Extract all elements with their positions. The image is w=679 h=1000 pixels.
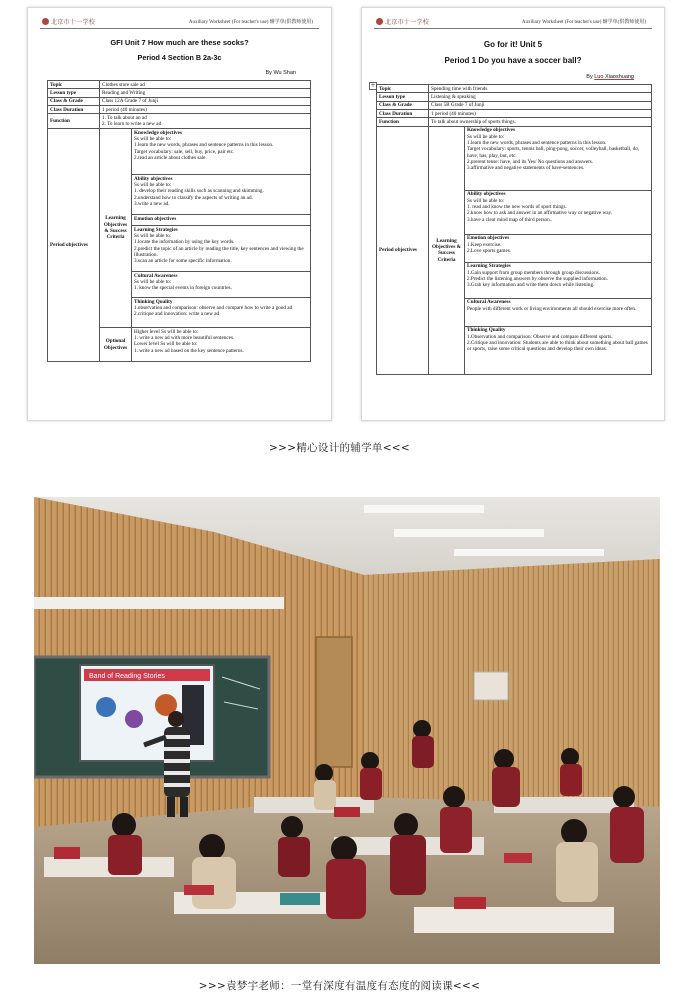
ability-objectives: Ability objectives Ss will be able to: 1. develop their reading skills such as scanning and skimming. 2.understand how to classify the aspects of writing an ad. 3.write a new ad. (132, 175, 311, 215)
table-row: Period objectives Learning Objectives & Success Criteria Knowledge objectives Ss will be able to: 1.learn the new words, phrases and sentence patterns in this lesson. Target vocabulary: sale, sell, buy, price, pair etc. 2.read an article about clothes sale. (48, 129, 311, 175)
ceiling-light (454, 549, 604, 556)
header-divider (40, 28, 319, 29)
ceiling-rail (34, 597, 284, 609)
ceiling-light (364, 505, 484, 513)
knowledge-objectives: Knowledge objectives Ss will be able to: 1.learn the new words, phrases and sentence patterns in this lesson. Target vocabulary: sale, sell, buy, price, pair etc. 2.read an article about clothes sale. (132, 129, 311, 175)
header-text: Auxiliary Worksheet (For teacher's use) 辅学单(供教师使用) (188, 20, 313, 25)
author: By Luo Xiaoshuang (586, 74, 634, 80)
knowledge-objectives: Knowledge objectives Ss will be able to: 1.learn the new words, phrases and sentence patterns in this lesson. Target vocabulary: sports, tennis ball, ping-pong, soccer, volleyball, basketball, do, have, has, play, but, etc. 2.prerent tense: have, and its Yes/ No questions and answers. 3.affirmative and negative statements of have-sentences. (465, 126, 652, 190)
learning-strategies: Learning Strategies 1.Gain support from group members through group discussions. 2.Predict the listening answers by observe the supplied information. 3.Grab key information and write them down while listening. (465, 262, 652, 298)
worksheet-title: Go for it! Unit 5 (483, 40, 543, 49)
learning-strategies: Learning Strategies Ss will be able to: 1.locate the information by using the key words. 2.predict the topic of an article by reading the title, key sentences and viewing the illustration. 3.scan an article for some specific information. (132, 226, 311, 272)
table-row: Class & Grade Class 12A Grade 7 of Junji (48, 97, 311, 105)
thinking-quality: Thinking Quality 1.observation and comparison: observe and compare how to write a good ad 2.critique and innovation: write a new ad (132, 298, 311, 328)
door (316, 637, 352, 767)
caption-worksheets: >>>精心设计的辅学单<<< (269, 442, 410, 454)
school-seal-icon (376, 18, 383, 25)
classroom-photo (34, 497, 660, 964)
emotion-objectives: Emotion objectives (132, 215, 311, 226)
worksheet-title: GFI Unit 7 How much are these socks? (110, 38, 249, 47)
worksheet-right (361, 7, 665, 421)
emotion-objectives: Emotion objectives 1.Keep exercise. 2.Love sports games. (465, 234, 652, 262)
lesson-plan-table (47, 80, 311, 362)
ceiling-light (394, 529, 544, 537)
header-text: Auxiliary Worksheet (For teacher's use) 辅学单(供教师使用) (521, 20, 646, 25)
table-row: Class Duration 1 period (40 minutes) (48, 106, 311, 114)
school-logo: 北京市十一学校 (42, 17, 95, 26)
table-row: Function To talk about ownership of sports things. (377, 118, 652, 126)
worksheet-header (28, 16, 331, 30)
lesson-plan-table (376, 84, 652, 375)
table-row: Period objectives Learning Objectives & Success Criteria Knowledge objectives Ss will be able to: 1.learn the new words, phrases and sentence patterns in this lesson. Target vocabulary: sports, tennis ball, ping-pong, soccer, volleyball, basketball, do, have, has, play, but, etc. 2.prerent tense: have, and its Yes/ No questions and answers. 3.affirmative and negative statements of have-sentences. (377, 126, 652, 190)
table-row: Lesson type Reading and Writing (48, 89, 311, 97)
table-row: Class & Grade Class 5B Grade 7 of Junji (377, 101, 652, 109)
classroom-illustration (34, 497, 660, 964)
table-row: Topic Spending time with friends (377, 85, 652, 93)
worksheet-subtitle: Period 4 Section B 2a-3c (137, 53, 222, 62)
worksheet-header (362, 16, 664, 30)
optional-objectives: Higher level Ss will be able to: 1. write a new ad with more beautiful sentences. Lower level Ss will be able to: 1. write a new ad based on the key sentence patterns. (132, 328, 311, 362)
school-seal-icon (42, 18, 49, 25)
table-row: Optional Objectives Higher level Ss will be able to: 1. write a new ad with more beautiful sentences. Lower level Ss will be able to: 1. write a new ad based on the key sentence patterns. (48, 328, 311, 362)
table-row: Function 1. To talk about an ad 2. To learn to write a new ad (48, 114, 311, 129)
worksheet-left (27, 7, 332, 421)
slide-title: Band of Reading Stories (89, 673, 165, 680)
worksheet-subtitle: Period 1 Do you have a soccer ball? (444, 56, 582, 65)
cultural-awareness: Cultural Awareness People with different work or living environments all should exercise more often. (465, 298, 652, 326)
table-row: Topic Clothes store sale ad (48, 81, 311, 89)
author: By Wu Shan (265, 70, 296, 76)
notice-board (474, 672, 508, 700)
table-move-icon[interactable]: + (370, 82, 376, 89)
table-row: Class Duration 1 period (40 minutes) (377, 110, 652, 118)
table-row: Lesson type Listening & speaking (377, 93, 652, 101)
thinking-quality: Thinking Quality 1.Observation and comparison: Observe and compare different sports. 2.Critique and innovation: Students are able to think about something about ball games or sports, raise some critical questions and develop their own ideas. (465, 326, 652, 374)
header-divider (374, 28, 652, 29)
ability-objectives: Ability objectives Ss will be able to: 1. read and know the new words of sport things. 2.know how to ask and answer in an affirmative way or negative way. 3.have a clear mind map of third person.. (465, 190, 652, 234)
cultural-awareness: Cultural Awareness Ss will be able to: 1. know the special events in foreign countries. (132, 272, 311, 298)
school-logo: 北京市十一学校 (376, 17, 429, 26)
caption-classroom: >>>袁梦宇老师：一堂有深度有温度有态度的阅读课<<< (198, 980, 481, 992)
